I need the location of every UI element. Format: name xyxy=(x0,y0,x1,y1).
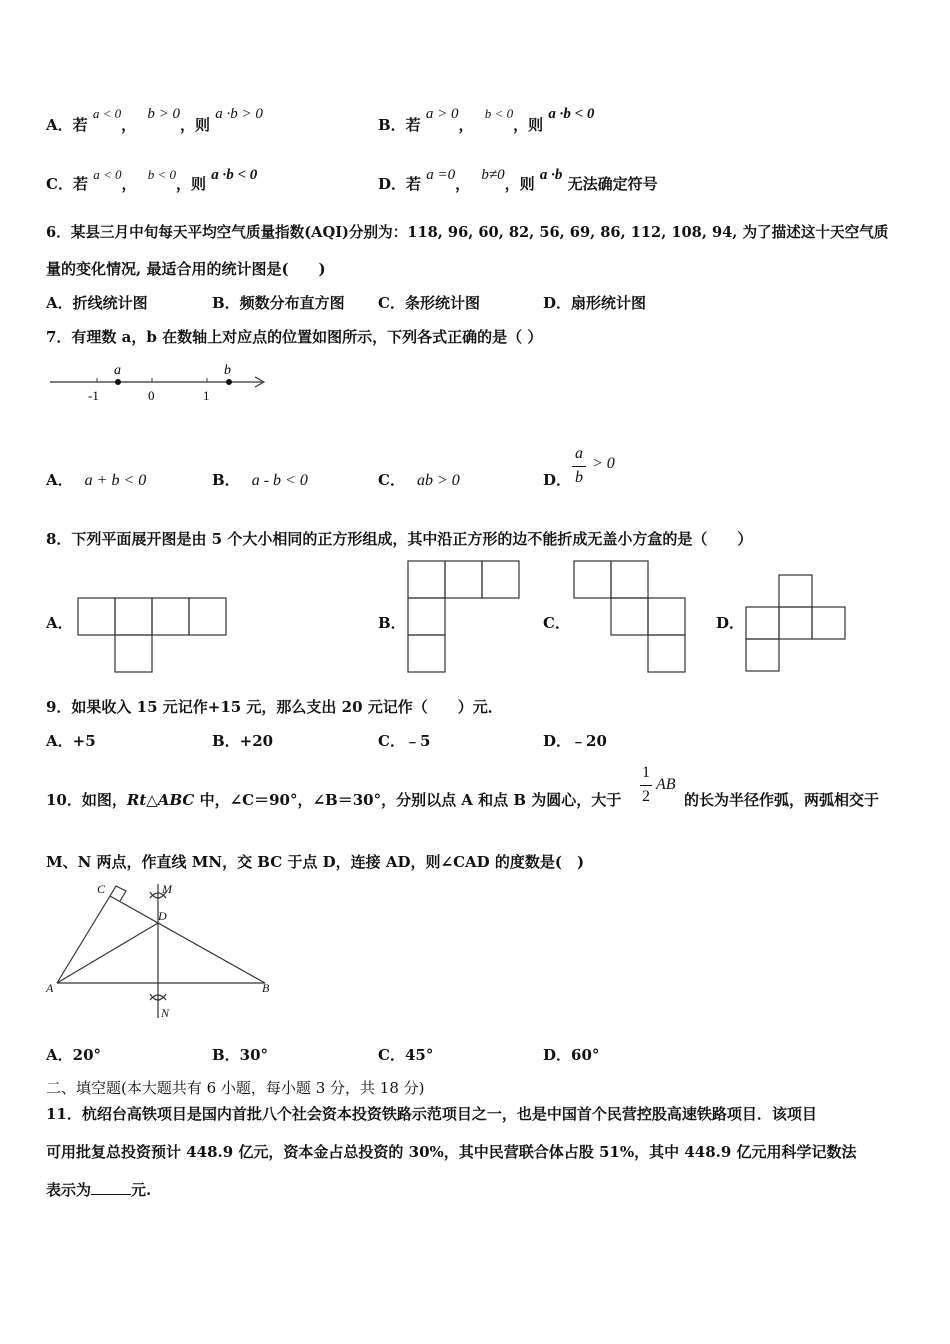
q6-option-d: D．扇形统计图 xyxy=(543,294,647,312)
q10-line1-post: 的长为半径作弧，两弧相交于 xyxy=(684,791,880,809)
tick-label-one: 1 xyxy=(203,388,210,403)
q10-line1-pre: 10．如图， xyxy=(46,791,127,809)
label-d: D xyxy=(158,909,167,923)
label-a: A xyxy=(46,981,54,995)
point-b-label: b xyxy=(224,363,231,378)
q5-c-cond1: a < 0 xyxy=(93,167,122,182)
q5-c-sep1: ， xyxy=(121,175,137,193)
q8-label-c: C． xyxy=(543,614,570,632)
q11-line3 xyxy=(46,1179,151,1200)
q5-c-cond2: b < 0 xyxy=(147,167,176,182)
segment-ad xyxy=(57,923,158,983)
point-a-label: a xyxy=(114,363,121,378)
q5-a-cond2: b > 0 xyxy=(147,106,181,122)
q8-label-a: A． xyxy=(46,614,73,632)
q6-option-b: B．频数分布直方图 xyxy=(212,294,345,312)
q5-d-cond1: a =0 xyxy=(426,167,456,183)
q11-line3-post: 元. xyxy=(131,1181,152,1199)
q7-option-d-label: D． xyxy=(543,471,572,489)
q10-frac-bar xyxy=(640,785,652,786)
q5-b-cond1: a > 0 xyxy=(425,106,459,122)
q7-c-expr: ab > 0 xyxy=(416,472,460,489)
label-c: C xyxy=(97,882,106,896)
tick-label-minus-one: -1 xyxy=(88,388,99,403)
tick-label-zero: 0 xyxy=(148,388,155,403)
q10-frac-ab: AB xyxy=(656,776,676,793)
side-ac xyxy=(57,896,110,983)
q10-option-c: C．45° xyxy=(378,1046,434,1064)
q10-line1-rt: Rt△ABC xyxy=(126,791,195,809)
q9-option-a: A．+5 xyxy=(46,732,96,750)
q7-a-expr: a + b < 0 xyxy=(84,472,147,489)
label-m: M xyxy=(162,882,172,896)
q5-a-concl: a ·b > 0 xyxy=(215,106,263,122)
q6-option-c: C．条形统计图 xyxy=(378,294,480,312)
answer-blank[interactable] xyxy=(91,1180,131,1195)
q10-frac-num: 1 xyxy=(642,764,650,781)
q5-c-sep2: ，则 xyxy=(176,175,207,193)
q5-b-sep1: ， xyxy=(458,116,474,134)
q9-stem: 9．如果收入 15 元记作+15 元，那么支出 20 元记作（ ）元． xyxy=(46,698,503,716)
q6-option-a: A．折线统计图 xyxy=(46,294,148,312)
q5-b-sep2: ，则 xyxy=(513,116,544,134)
q5-b-cond2: b < 0 xyxy=(484,106,514,121)
q10-frac-den: 2 xyxy=(642,788,650,805)
section-2-heading: 二、填空题(本大题共有 6 小题，每小题 3 分，共 18 分) xyxy=(46,1079,425,1097)
q11-line1: 11．杭绍台高铁项目是国内首批八个社会资本投资铁路示范项目之一，也是中国首个民营控股高速铁路项目．该项目 xyxy=(46,1105,817,1123)
q8-stem: 8．下列平面展开图是由 5 个大小相同的正方形组成，其中沿正方形的边不能折成无盖小方盒的是（ ） xyxy=(46,530,753,548)
q7-d-relation: > 0 xyxy=(592,455,615,472)
label-b: B xyxy=(262,981,270,995)
net-c xyxy=(574,561,685,672)
net-b xyxy=(408,561,519,672)
q7-d-numerator: a xyxy=(575,445,583,462)
q9-option-d: D．﹣20 xyxy=(543,732,607,750)
q10-line1-mid: 中，∠C＝90°，∠B＝30°，分别以点 A 和点 B 为圆心，大于 xyxy=(194,791,622,809)
q9-option-b: B．+20 xyxy=(212,732,274,750)
q5-d-sep2: ，则 xyxy=(504,175,535,193)
q8-label-d: D． xyxy=(716,614,745,632)
q5-c-concl: a ·b < 0 xyxy=(211,167,258,183)
q8-label-b: B． xyxy=(378,614,406,632)
side-cb xyxy=(110,896,265,983)
q10-option-b: B．30° xyxy=(212,1046,269,1064)
q7-c-label: C． xyxy=(378,471,405,489)
q11-line3-pre: 表示为 xyxy=(46,1181,92,1199)
q6-stem-line2: 量的变化情况, 最适合用的统计图是( ) xyxy=(46,260,326,278)
net-d xyxy=(746,575,845,671)
q10-option-a: A．20° xyxy=(46,1046,102,1064)
q5-d-sep1: ， xyxy=(455,175,471,193)
q5-d-tail: 无法确定符号 xyxy=(567,175,658,193)
q5-a-sep2: ，则 xyxy=(180,116,211,134)
q10-option-d: D．60° xyxy=(543,1046,600,1064)
q5-c-label: C．若 xyxy=(46,175,88,193)
q10-stem-line2: M、N 两点，作直线 MN，交 BC 于点 D，连接 AD，则∠CAD 的度数是( ) xyxy=(46,853,585,871)
q5-d-concl: a ·b xyxy=(539,167,563,183)
q5-b-label: B．若 xyxy=(378,116,421,134)
q5-d-label: D．若 xyxy=(378,175,422,193)
q5-b-concl: a ·b < 0 xyxy=(548,106,595,122)
q7-d-denominator: b xyxy=(575,469,583,486)
label-n: N xyxy=(161,1006,170,1020)
q5-a-sep1: ， xyxy=(121,116,137,134)
q7-b-expr: a - b < 0 xyxy=(251,472,308,489)
q7-b-label: B． xyxy=(212,471,240,489)
q7-stem: 7．有理数 a，b 在数轴上对应点的位置如图所示，下列各式正确的是（ ） xyxy=(46,328,543,346)
q11-line2: 可用批复总投资预计 448.9 亿元，资本金占总投资的 30%，其中民营联合体占股 51%，其中 448.9 亿元用科学记数法 xyxy=(46,1143,857,1161)
q9-option-c: C．﹣5 xyxy=(378,732,431,750)
q6-stem-line1: 6．某县三月中旬每天平均空气质量指数(AQI)分别为：118, 96, 60, 82, 56, 69, 86, 112, 108, 94, 为了描述这十天空气质 xyxy=(46,224,889,241)
q7-a-label: A． xyxy=(46,471,73,489)
q5-a-label: A．若 xyxy=(46,116,88,134)
q5-a-cond1: a < 0 xyxy=(92,106,122,121)
q10-triangle-figure xyxy=(0,0,300,1030)
right-angle-mark xyxy=(110,886,126,901)
q5-d-cond2: b≠0 xyxy=(481,167,505,183)
